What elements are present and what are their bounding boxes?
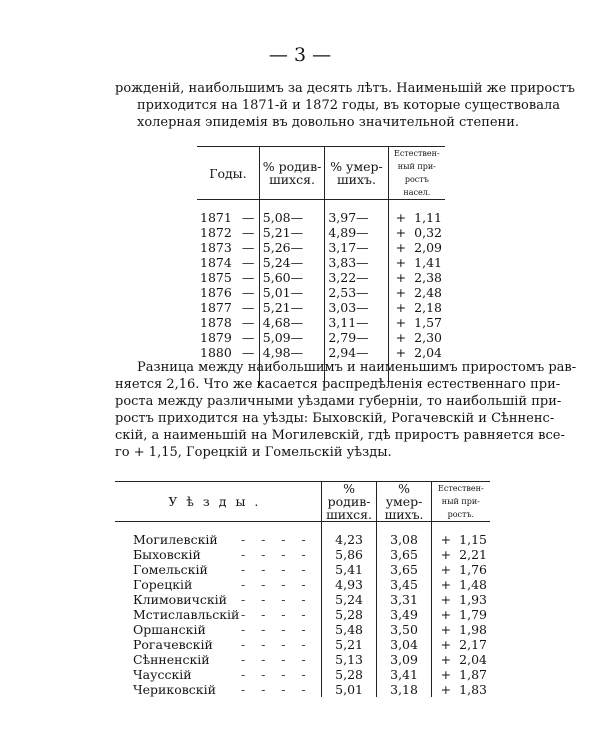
growth-value: 2,21: [459, 547, 487, 562]
page-number: — 3 —: [268, 44, 332, 66]
growth-value: 1,79: [459, 607, 487, 622]
deaths-cell: [325, 315, 388, 330]
district-cell: [115, 592, 321, 607]
growth-value: 1,57: [414, 315, 442, 330]
district-name: Рогачевскій: [133, 637, 213, 652]
dotted-filler: - - - -: [241, 652, 306, 667]
births-cell: 4,93: [321, 577, 377, 592]
paragraph-1-line: рожденій, наибольшимъ за десять лѣтъ. Наименьшій же приростъ: [115, 81, 575, 96]
year-cell: [197, 300, 259, 315]
dash-separator: —: [241, 285, 255, 300]
growth-cell: [388, 345, 445, 360]
births-cell: 5,24: [321, 592, 377, 607]
dash-separator: —: [356, 345, 369, 360]
district-name: Чаусскій: [133, 667, 192, 682]
district-name: Горецкій: [133, 577, 193, 592]
births-cell: 5,21: [321, 637, 377, 652]
deaths-value: 3,17: [328, 240, 357, 255]
paragraph-1-line: холерная эпидемія въ довольно значительной степени.: [137, 115, 520, 130]
births-value: 5,24: [262, 255, 291, 270]
deaths-cell: 3,45: [377, 577, 431, 592]
dotted-filler: - - - -: [241, 682, 306, 697]
district-cell: [115, 682, 321, 697]
district-cell: [115, 562, 321, 577]
year-value: 1873: [200, 240, 232, 255]
header-births: % родив-шихся.: [321, 482, 377, 522]
births-cell: [259, 300, 325, 315]
growth-value: 2,38: [414, 270, 442, 285]
growth-value: 1,11: [414, 210, 442, 225]
births-value: 5,08: [262, 210, 291, 225]
births-value: 5,21: [262, 225, 291, 240]
paragraph-2: [115, 359, 577, 461]
year-value: 1879: [200, 330, 232, 345]
deaths-cell: [325, 210, 388, 225]
deaths-cell: [325, 225, 388, 240]
table-row: [115, 547, 490, 562]
paragraph-1-line: приходится на 1871-й и 1872 годы, въ которые существовала: [137, 98, 560, 113]
growth-sign: +: [440, 562, 452, 577]
deaths-value: 4,89: [328, 225, 357, 240]
births-cell: 4,23: [321, 532, 377, 547]
growth-cell: [388, 285, 445, 300]
district-cell: [115, 547, 321, 562]
growth-value: 2,18: [414, 300, 442, 315]
growth-value: 1,15: [459, 532, 487, 547]
growth-value: 2,17: [459, 637, 487, 652]
dash-separator: —: [290, 270, 304, 285]
growth-cell: [388, 300, 445, 315]
table-row: [115, 622, 490, 637]
growth-cell: [431, 637, 490, 652]
table-spacer: [115, 522, 490, 533]
growth-value: 2,30: [414, 330, 442, 345]
year-value: 1878: [200, 315, 232, 330]
growth-value: 2,09: [414, 240, 442, 255]
dash-separator: —: [356, 315, 369, 330]
deaths-cell: 3,09: [377, 652, 431, 667]
table-row: [197, 345, 445, 360]
deaths-cell: [325, 255, 388, 270]
deaths-cell: 3,49: [377, 607, 431, 622]
table-row: [197, 225, 445, 240]
dash-separator: —: [241, 330, 255, 345]
district-name: Климовичскій: [133, 592, 227, 607]
births-cell: 5,01: [321, 682, 377, 697]
dash-separator: —: [290, 285, 304, 300]
growth-cell: [388, 270, 445, 285]
births-value: 4,68: [262, 315, 291, 330]
year-value: 1872: [200, 225, 232, 240]
growth-sign: +: [440, 667, 452, 682]
dash-separator: —: [356, 285, 369, 300]
deaths-value: 3,11: [328, 315, 357, 330]
deaths-cell: 3,50: [377, 622, 431, 637]
year-value: 1880: [200, 345, 232, 360]
growth-cell: [431, 592, 490, 607]
district-cell: [115, 667, 321, 682]
growth-sign: +: [440, 682, 452, 697]
births-value: 4,98: [262, 345, 291, 360]
dash-separator: —: [290, 300, 304, 315]
dotted-filler: - - - -: [241, 637, 306, 652]
year-value: 1877: [200, 300, 232, 315]
dash-separator: —: [356, 240, 369, 255]
growth-value: 1,48: [459, 577, 487, 592]
table-spacer: [197, 200, 445, 211]
district-cell: [115, 607, 321, 622]
growth-sign: +: [395, 210, 407, 225]
births-cell: 5,86: [321, 547, 377, 562]
dash-separator: —: [241, 210, 255, 225]
growth-value: 2,04: [459, 652, 487, 667]
paragraph-2-line: го + 1,15, Горецкій и Гомельскій уѣзды.: [115, 445, 392, 460]
dotted-filler: - - - -: [241, 562, 306, 577]
district-cell: [115, 577, 321, 592]
deaths-value: 2,94: [328, 345, 357, 360]
table2-body: [115, 522, 490, 698]
paragraph-2-line: роста между различными уѣздами губерніи, то наибольшій при-: [115, 394, 562, 409]
dash-separator: —: [290, 345, 304, 360]
dash-separator: —: [241, 255, 255, 270]
growth-cell: [431, 667, 490, 682]
table-row: [197, 300, 445, 315]
table-row: [115, 607, 490, 622]
table-row: [115, 637, 490, 652]
deaths-cell: 3,41: [377, 667, 431, 682]
births-value: 5,21: [262, 300, 291, 315]
births-cell: 5,41: [321, 562, 377, 577]
growth-sign: +: [395, 285, 407, 300]
births-value: 5,09: [262, 330, 291, 345]
table-row: [115, 652, 490, 667]
deaths-cell: 3,65: [377, 562, 431, 577]
growth-sign: +: [440, 622, 452, 637]
table-row: [115, 562, 490, 577]
table-row: [115, 667, 490, 682]
growth-sign: +: [440, 652, 452, 667]
growth-sign: +: [395, 300, 407, 315]
paragraph-2-line: няется 2,16. Что же касается распредѣленія естественнаго при-: [115, 377, 561, 392]
dash-separator: —: [290, 330, 304, 345]
table-row: [197, 315, 445, 330]
births-cell: [259, 240, 325, 255]
deaths-value: 2,79: [328, 330, 357, 345]
year-cell: [197, 225, 259, 240]
table-row: [115, 592, 490, 607]
header-year: Годы.: [197, 147, 259, 200]
births-cell: [259, 255, 325, 270]
year-cell: [197, 315, 259, 330]
growth-sign: +: [440, 592, 452, 607]
deaths-value: 3,97: [328, 210, 357, 225]
dash-separator: —: [290, 210, 304, 225]
year-cell: [197, 330, 259, 345]
year-cell: [197, 345, 259, 360]
year-value: 1875: [200, 270, 232, 285]
table-row: [197, 330, 445, 345]
births-cell: [259, 225, 325, 240]
paragraph-1: [115, 80, 575, 131]
growth-value: 1,93: [459, 592, 487, 607]
growth-value: 2,04: [414, 345, 442, 360]
district-name: Мстиславльскій: [133, 607, 240, 622]
growth-sign: +: [395, 330, 407, 345]
growth-sign: +: [440, 607, 452, 622]
deaths-cell: [325, 345, 388, 360]
deaths-value: 3,83: [328, 255, 357, 270]
growth-cell: [431, 577, 490, 592]
deaths-cell: [325, 330, 388, 345]
table-row: [115, 532, 490, 547]
dotted-filler: - - - -: [241, 547, 306, 562]
deaths-cell: 3,04: [377, 637, 431, 652]
district-name: Чериковскій: [133, 682, 216, 697]
paragraph-2-line: Разница между наибольшимъ и наименьшимъ приростомъ рав-: [137, 360, 577, 375]
dash-separator: —: [241, 300, 255, 315]
table-row: [197, 210, 445, 225]
paragraph-2-line: ростъ приходится на уѣзды: Быховскій, Рогачевскій и Сѣнненс-: [115, 411, 555, 426]
growth-cell: [431, 607, 490, 622]
dash-separator: —: [241, 270, 255, 285]
growth-value: 1,98: [459, 622, 487, 637]
year-cell: [197, 210, 259, 225]
header-district: Уѣзды.: [115, 482, 321, 522]
district-cell: [115, 622, 321, 637]
district-cell: [115, 652, 321, 667]
dash-separator: —: [241, 345, 255, 360]
dotted-filler: - - - -: [241, 532, 306, 547]
header-deaths: % умер-шихъ.: [377, 482, 431, 522]
births-cell: 5,28: [321, 607, 377, 622]
growth-value: 1,87: [459, 667, 487, 682]
dash-separator: —: [241, 315, 255, 330]
growth-sign: +: [395, 255, 407, 270]
deaths-value: 2,53: [328, 285, 357, 300]
births-value: 5,01: [262, 285, 291, 300]
growth-sign: +: [440, 547, 452, 562]
dotted-filler: - - - -: [241, 607, 306, 622]
growth-sign: +: [440, 577, 452, 592]
table-by-district: [115, 481, 490, 697]
deaths-cell: 3,08: [377, 532, 431, 547]
district-name: Сѣнненскій: [133, 652, 210, 667]
births-cell: 5,13: [321, 652, 377, 667]
table-row: [197, 285, 445, 300]
table-row: [197, 240, 445, 255]
growth-sign: +: [440, 637, 452, 652]
header-births: % родив-шихся.: [259, 147, 325, 200]
deaths-cell: [325, 270, 388, 285]
growth-cell: [431, 622, 490, 637]
year-value: 1871: [200, 210, 232, 225]
year-cell: [197, 255, 259, 270]
header-natural-growth: Естествен-ный при-ростъ.: [431, 482, 490, 522]
dotted-filler: - - - -: [241, 592, 306, 607]
growth-cell: [388, 240, 445, 255]
dash-separator: —: [356, 210, 369, 225]
births-cell: [259, 315, 325, 330]
births-value: 5,26: [262, 240, 291, 255]
district-name: Оршанскій: [133, 622, 206, 637]
district-name: Могилевскій: [133, 532, 218, 547]
growth-cell: [431, 562, 490, 577]
births-cell: [259, 270, 325, 285]
district-cell: [115, 532, 321, 547]
dash-separator: —: [356, 300, 369, 315]
births-cell: [259, 285, 325, 300]
growth-sign: +: [395, 240, 407, 255]
growth-value: 1,41: [414, 255, 442, 270]
dash-separator: —: [290, 255, 304, 270]
births-value: 5,60: [262, 270, 291, 285]
table-row: [115, 577, 490, 592]
deaths-cell: 3,18: [377, 682, 431, 697]
dash-separator: —: [290, 225, 304, 240]
growth-value: 1,83: [459, 682, 487, 697]
deaths-cell: [325, 300, 388, 315]
district-name: Быховскій: [133, 547, 201, 562]
growth-cell: [388, 210, 445, 225]
growth-cell: [388, 255, 445, 270]
growth-cell: [431, 652, 490, 667]
growth-sign: +: [395, 225, 407, 240]
dash-separator: —: [290, 240, 304, 255]
births-cell: 5,28: [321, 667, 377, 682]
growth-cell: [431, 682, 490, 697]
dash-separator: —: [356, 225, 369, 240]
growth-sign: +: [440, 532, 452, 547]
dash-separator: —: [241, 225, 255, 240]
growth-sign: +: [395, 315, 407, 330]
dotted-filler: - - - -: [241, 577, 306, 592]
births-cell: 5,48: [321, 622, 377, 637]
growth-cell: [431, 547, 490, 562]
header-deaths: % умер-шихъ.: [325, 147, 388, 200]
dotted-filler: - - - -: [241, 667, 306, 682]
births-cell: [259, 330, 325, 345]
dash-separator: —: [241, 240, 255, 255]
growth-value: 2,48: [414, 285, 442, 300]
deaths-cell: 3,31: [377, 592, 431, 607]
year-cell: [197, 285, 259, 300]
births-cell: [259, 210, 325, 225]
district-cell: [115, 637, 321, 652]
year-cell: [197, 240, 259, 255]
dash-separator: —: [356, 270, 369, 285]
dash-separator: —: [356, 255, 369, 270]
dotted-filler: - - - -: [241, 622, 306, 637]
growth-cell: [431, 532, 490, 547]
births-cell: [259, 345, 325, 360]
deaths-cell: 3,65: [377, 547, 431, 562]
growth-cell: [388, 315, 445, 330]
deaths-cell: [325, 240, 388, 255]
deaths-value: 3,03: [328, 300, 357, 315]
growth-sign: +: [395, 270, 407, 285]
table-row: [197, 255, 445, 270]
growth-cell: [388, 330, 445, 345]
table-birth-death-by-year: [197, 146, 445, 386]
header-natural-growth: Естествен-ный при-ростъ насел.: [388, 147, 445, 200]
year-value: 1876: [200, 285, 232, 300]
table-row: [115, 682, 490, 697]
year-value: 1874: [200, 255, 232, 270]
year-cell: [197, 270, 259, 285]
paragraph-2-line: скій, а наименьшій на Могилевскій, гдѣ приростъ равняется все-: [115, 428, 565, 443]
table-row: [197, 270, 445, 285]
growth-sign: +: [395, 345, 407, 360]
dash-separator: —: [356, 330, 369, 345]
growth-cell: [388, 225, 445, 240]
deaths-value: 3,22: [328, 270, 357, 285]
growth-value: 0,32: [414, 225, 442, 240]
deaths-cell: [325, 285, 388, 300]
growth-value: 1,76: [459, 562, 487, 577]
dash-separator: —: [290, 315, 304, 330]
district-name: Гомельскій: [133, 562, 208, 577]
